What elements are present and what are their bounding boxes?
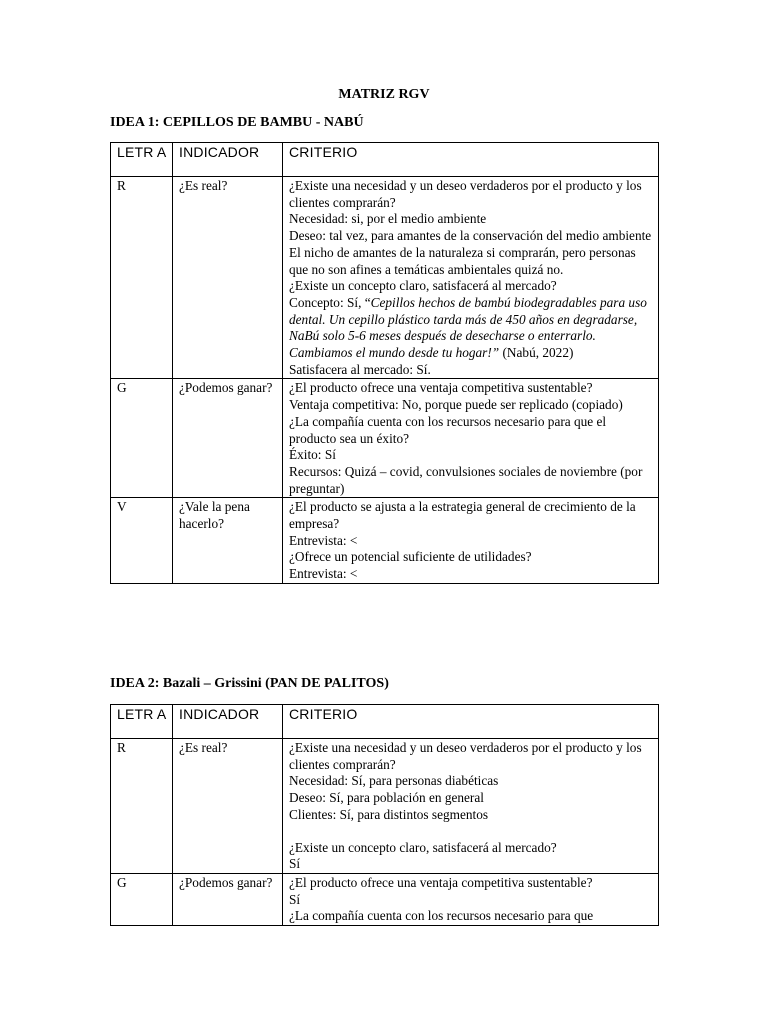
table-row <box>111 177 659 379</box>
document-title: MATRIZ RGV <box>338 87 430 102</box>
idea2-heading: IDEA 2: Bazali – Grissini (PAN DE PALITOS) <box>110 676 389 691</box>
criterio-line: Recursos: Quizá – covid, convulsiones sociales de noviembre (por preguntar) <box>289 463 643 496</box>
criterio-line: Satisfacera al mercado: Sí. <box>289 361 431 377</box>
idea1-table <box>110 142 659 584</box>
criterio-line: Ventaja competitiva: No, porque puede ser replicado (copiado) <box>289 397 623 413</box>
row-criterio <box>283 379 659 498</box>
row-criterio <box>283 177 659 379</box>
table-header-row <box>111 143 659 177</box>
criterio-line: Deseo: tal vez, para amantes de la conservación del medio ambiente <box>289 228 652 244</box>
criterio-line: Éxito: Sí <box>289 447 336 463</box>
criterio-line: ¿La compañía cuenta con los recursos necesario para que <box>289 908 594 924</box>
table-row <box>111 739 659 874</box>
idea1-heading: IDEA 1: CEPILLOS DE BAMBU - NABÚ <box>110 115 364 130</box>
criterio-line: ¿Existe una necesidad y un deseo verdaderos por el producto y los clientes comprarán? <box>289 740 642 772</box>
row-indicador: ¿Es real? <box>173 177 283 379</box>
criterio-line: Entrevista: < <box>289 566 358 582</box>
criterio-line: Sí <box>289 856 301 872</box>
criterio-line: ¿El producto ofrece una ventaja competitiva sustentable? <box>289 380 593 396</box>
row-letra: G <box>111 873 173 925</box>
row-letra: R <box>111 177 173 379</box>
row-indicador: ¿Es real? <box>173 739 283 874</box>
concepto-quote: Cepillos hechos de bambú biodegradables para uso dental. Un cepillo plástico tarda más de 450 años en degradarse, NaBú solo 5-6 meses después de desecharse o enterrarlo. Cambiamos el mundo desde tu hogar!” <box>289 294 647 361</box>
criterio-line: Entrevista: < <box>289 532 358 548</box>
criterio-line: Necesidad: Sí, para personas diabéticas <box>289 773 499 789</box>
criterio-line: ¿La compañía cuenta con los recursos necesario para que el producto sea un éxito? <box>289 413 607 446</box>
row-criterio <box>283 498 659 584</box>
row-letra: G <box>111 379 173 498</box>
row-criterio <box>283 873 659 925</box>
table-row <box>111 379 659 498</box>
criterio-line: Deseo: Sí, para población en general <box>289 790 484 806</box>
criterio-line: ¿Existe un concepto claro, satisfacerá al mercado? <box>289 278 557 294</box>
row-indicador: ¿Podemos ganar? <box>173 873 283 925</box>
idea2-table-clip <box>110 704 659 927</box>
idea2-table <box>110 704 659 926</box>
criterio-line: Sí <box>289 891 301 907</box>
criterio-line: ¿El producto se ajusta a la estrategia general de crecimiento de la empresa? <box>289 499 636 532</box>
blank-line <box>289 824 653 840</box>
criterio-line: ¿Existe un concepto claro, satisfacerá al mercado? <box>289 839 557 855</box>
row-letra: V <box>111 498 173 584</box>
header-letra: LETR A <box>111 705 173 739</box>
header-indicador: INDICADOR <box>173 143 283 177</box>
criterio-line: El nicho de amantes de la naturaleza si comprarán, pero personas que no son afines a temáticas ambientales quizá no. <box>289 244 636 277</box>
criterio-line: Clientes: Sí, para distintos segmentos <box>289 806 489 822</box>
row-indicador: ¿Vale la pena hacerlo? <box>173 498 283 584</box>
concepto-label: Concepto: Sí, “ <box>289 294 371 310</box>
row-indicador: ¿Podemos ganar? <box>173 379 283 498</box>
concepto-citation: (Nabú, 2022) <box>499 345 574 361</box>
header-criterio: CRITERIO <box>283 705 659 739</box>
table-row <box>111 498 659 584</box>
table-header-row <box>111 705 659 739</box>
header-criterio: CRITERIO <box>283 143 659 177</box>
criterio-line: Necesidad: si, por el medio ambiente <box>289 211 487 227</box>
concepto-line <box>289 295 653 362</box>
header-indicador: INDICADOR <box>173 705 283 739</box>
header-letra: LETR A <box>111 143 173 177</box>
row-criterio <box>283 739 659 874</box>
criterio-line: ¿El producto ofrece una ventaja competitiva sustentable? <box>289 874 593 890</box>
row-letra: R <box>111 739 173 874</box>
table-row <box>111 873 659 925</box>
criterio-line: ¿Existe una necesidad y un deseo verdaderos por el producto y los clientes comprarán? <box>289 178 642 210</box>
criterio-line: ¿Ofrece un potencial suficiente de utilidades? <box>289 549 532 565</box>
